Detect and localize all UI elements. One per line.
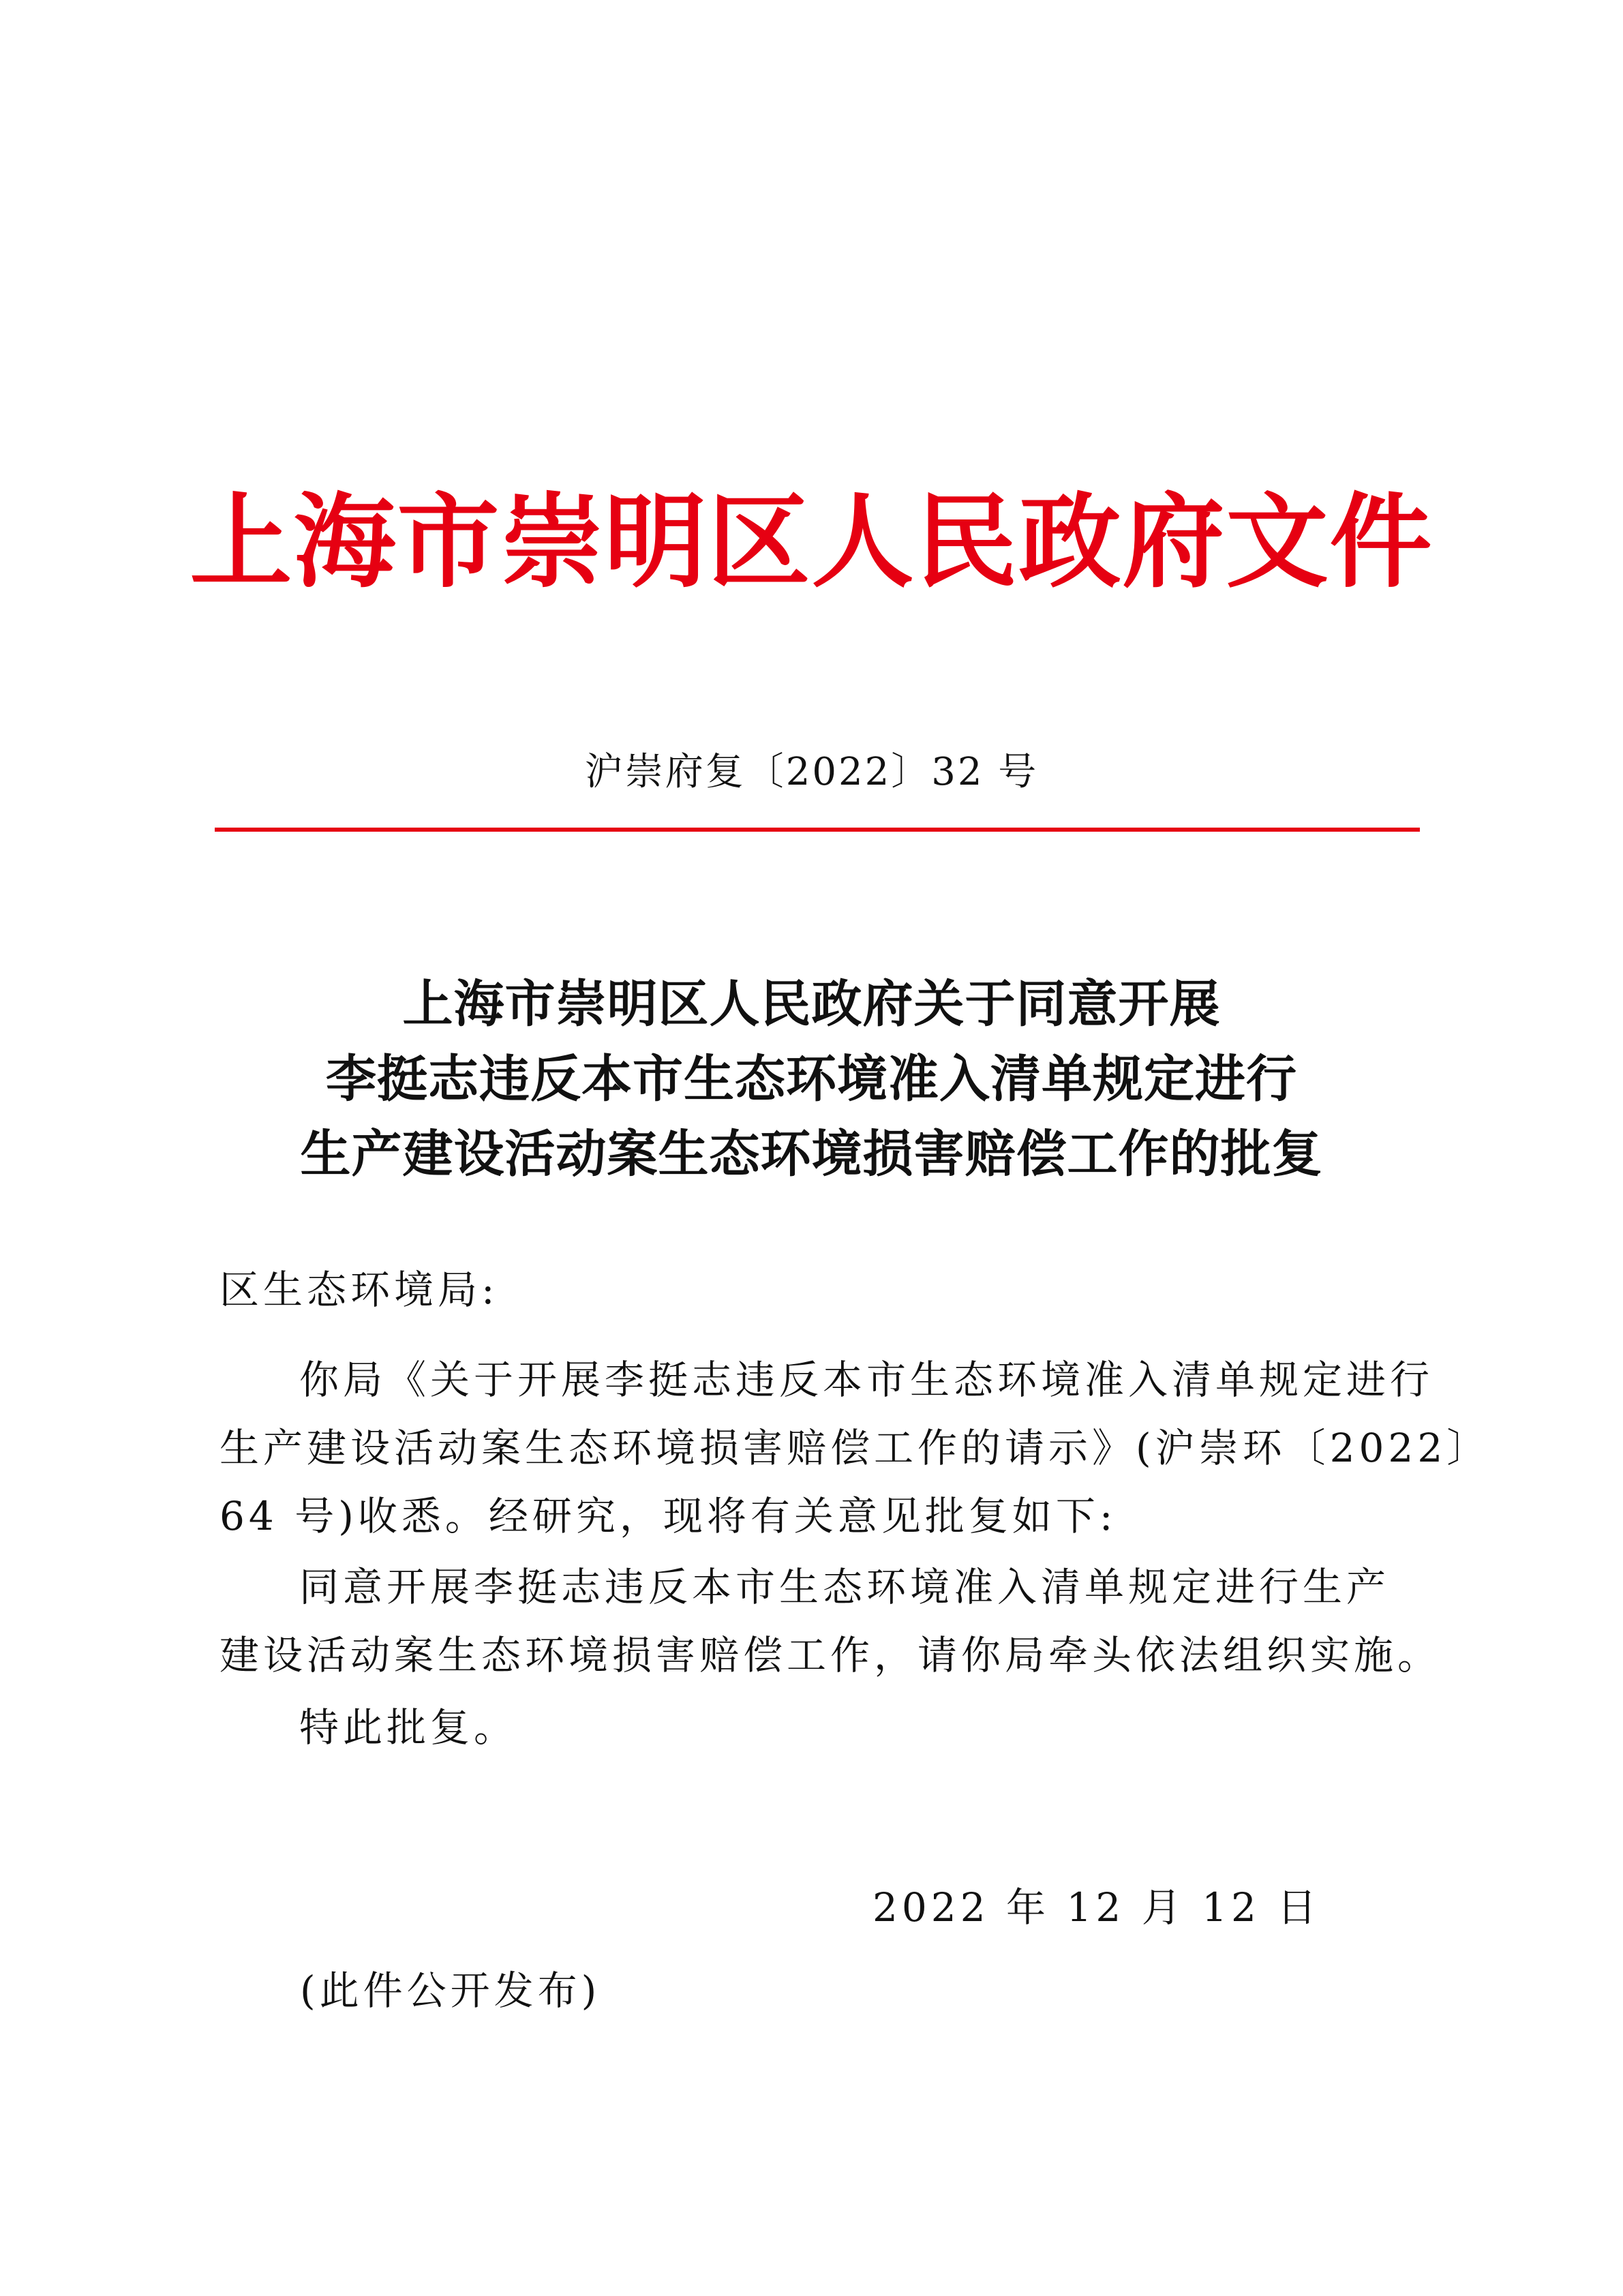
paragraph-closing	[219, 1693, 1425, 1762]
paragraph-request-reference	[219, 1346, 1491, 1550]
document-number: 沪崇府复〔2022〕32 号	[584, 750, 1039, 794]
paragraph-1-line-3: 64 号)收悉。经研究，现将有关意见批复如下:	[219, 1493, 1117, 1539]
title-line-1: 上海市崇明区人民政府关于同意开展	[402, 975, 1221, 1033]
title-line-3: 生产建设活动案生态环境损害赔偿工作的批复	[300, 1125, 1323, 1183]
paragraph-2-line-1: 同意开展李挺志违反本市生态环境准入清单规定进行生产	[299, 1564, 1391, 1610]
closing-text: 特此批复。	[299, 1704, 518, 1751]
document-masthead: 上海市崇明区人民政府文件	[189, 482, 1434, 602]
document-title	[170, 967, 1453, 1192]
paragraph-1-line-2: 生产建设活动案生态环境损害赔偿工作的请示》(沪崇环〔2022〕	[219, 1425, 1491, 1471]
title-line-2: 李挺志违反本市生态环境准入清单规定进行	[326, 1050, 1297, 1108]
red-separator-line	[215, 828, 1420, 832]
addressee: 区生态环境局:	[219, 1267, 499, 1313]
paragraph-1-line-1: 你局《关于开展李挺志违反本市生态环境准入清单规定进行	[299, 1357, 1434, 1403]
public-release-note: (此件公开发布)	[300, 1967, 601, 2014]
issue-date: 2022 年 12 月 12 日	[873, 1884, 1321, 1931]
paragraph-approval	[219, 1553, 1442, 1689]
paragraph-2-line-2: 建设活动案生态环境损害赔偿工作，请你局牵头依法组织实施。	[219, 1632, 1442, 1678]
